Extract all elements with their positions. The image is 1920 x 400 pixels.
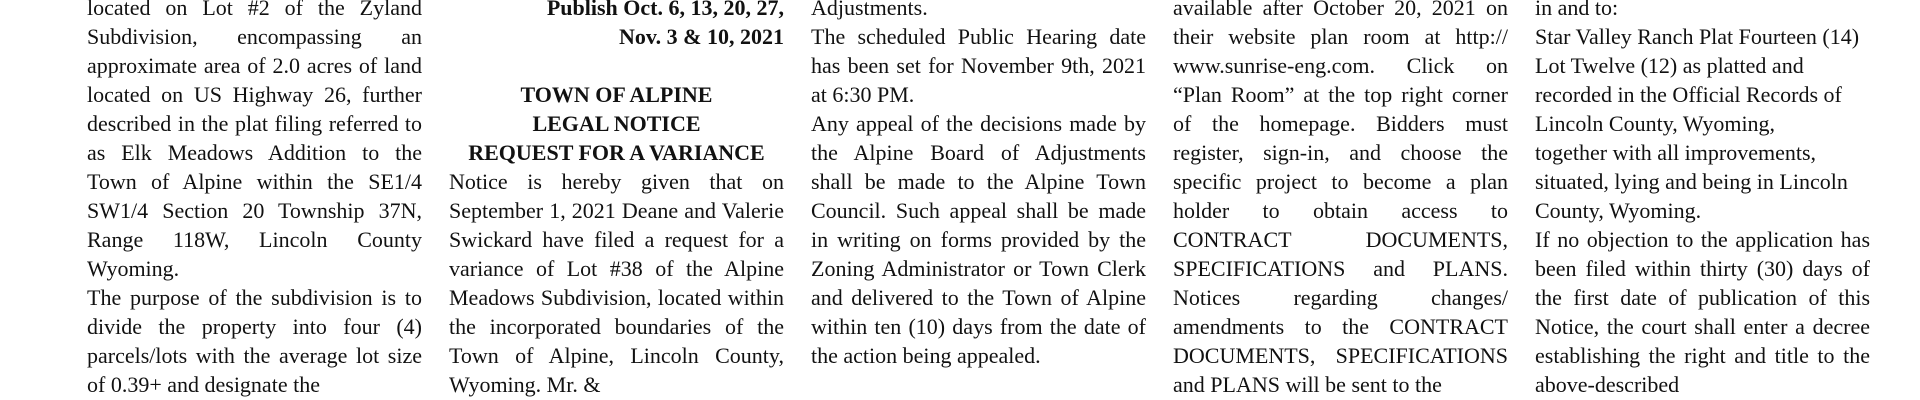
notice-heading-variance: REQUEST FOR A VARIANCE bbox=[468, 140, 765, 165]
appeal-paragraph: Any appeal of the decisions made by the Alpine Board of Adjustments shall be made to the Alpine Town Council. Such appeal shall be made in writing on forms provided by the Zoning Administrator or Town Clerk and delivered to the Town of Alpine within ten (10) days from the date of the action being appealed. bbox=[811, 111, 1146, 368]
improvements-paragraph: together with all improvements, situated, lying and being in Lincoln County, Wyoming. bbox=[1535, 140, 1848, 223]
property-description-paragraph: Star Valley Ranch Plat Fourteen (14) Lot Twelve (12) as platted and recorded in the Official Records of Lincoln County, Wyoming, bbox=[1535, 24, 1860, 136]
column-5 bbox=[1535, 0, 1870, 399]
public-hearing-paragraph: The scheduled Public Hearing date has been set for November 9th, 2021 at 6:30 PM. bbox=[811, 24, 1146, 107]
column-1 bbox=[87, 0, 422, 399]
in-and-to-fragment: in and to: bbox=[1535, 0, 1619, 20]
variance-notice-paragraph: Notice is hereby given that on September 1, 2021 Deane and Valerie Swickard have filed a request for a variance of Lot #38 of the Alpine Meadows Subdivision, located within the incorporated boundaries of the Town of Alpine, Lincoln County, Wyoming. Mr. & bbox=[449, 169, 784, 397]
column-2 bbox=[449, 0, 784, 399]
notice-heading-legal: LEGAL NOTICE bbox=[532, 111, 701, 136]
column-3 bbox=[811, 0, 1146, 370]
bid-documents-paragraph: available after October 20, 2021 on their website plan room at http:// www.sunrise-eng.com. Click on “Plan Room” at the top right corner of the homepage. Bidders must register, sign-in, and choose the specific project to become a plan holder to obtain access to CONTRACT DOCUMENTS, SPECIFICATIONS and PLANS. Notices regarding changes/ amendments to the CONTRACT DOCUMENTS, SPECIFICATIONS and PLANS will be sent to the bbox=[1173, 0, 1508, 397]
publish-dates-line-1: Publish Oct. 6, 13, 20, 27, bbox=[546, 0, 784, 20]
subdivision-location-paragraph: located on Lot #2 of the Zyland Subdivision, encompassing an approximate area of 2.0 acres of land located on US Highway 26, further described in the plat filing referred to as Elk Meadows Addition to the Town of Alpine within the SE1/4 SW1/4 Section 20 Township 37N, Range 118W, Lincoln County Wyoming. bbox=[87, 0, 422, 281]
notice-heading-town: TOWN OF ALPINE bbox=[520, 82, 713, 107]
section-spacer bbox=[449, 51, 784, 80]
adjustments-fragment: Adjustments. bbox=[811, 0, 928, 20]
objection-paragraph: If no objection to the application has been filed within thirty (30) days of the first date of publication of this Notice, the court shall enter a decree establishing the right and title to the above-described bbox=[1535, 227, 1870, 397]
subdivision-purpose-paragraph: The purpose of the subdivision is to divide the property into four (4) parcels/lots with the average lot size of 0.39+ and designate the bbox=[87, 285, 422, 397]
publish-dates-line-2: Nov. 3 & 10, 2021 bbox=[619, 24, 784, 49]
column-4 bbox=[1173, 0, 1508, 399]
